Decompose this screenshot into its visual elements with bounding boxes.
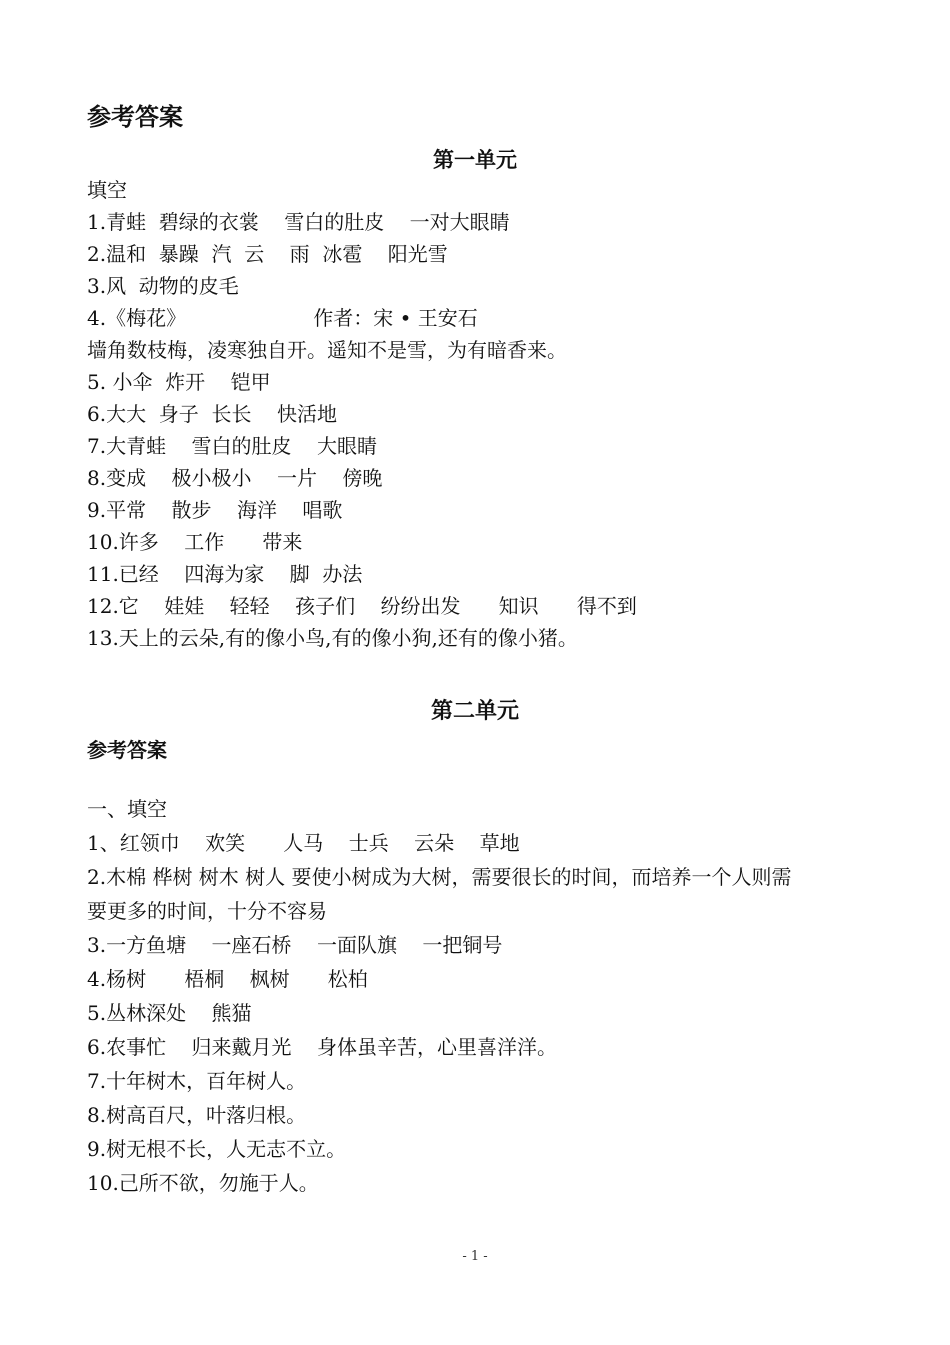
- unit1-line-1: 1.青蛙 碧绿的衣裳 雪白的肚皮 一对大眼睛: [87, 210, 510, 234]
- unit2-line-2: 2.木棉 桦树 树木 树人 要使小树成为大树，需要很长的时间，而培养一个人则需要更多的时间，十分不容易: [87, 865, 792, 923]
- unit2-line-heading: 一、填空: [87, 797, 167, 821]
- page-number: - 1 -: [462, 1249, 488, 1264]
- unit1-line-10: 10.许多 工作 带来: [87, 530, 303, 554]
- unit2-title: 第二单元: [430, 698, 519, 724]
- document-title: 参考答案: [87, 102, 183, 131]
- unit1-line-4: 4.《梅花》 作者：宋 • 王安石: [87, 306, 478, 330]
- unit1-answers: [87, 174, 827, 654]
- unit2-answers: [87, 792, 827, 1200]
- unit1-line-2: 2.温和 暴躁 汽 云 雨 冰雹 阳光雪: [87, 242, 448, 266]
- unit2-line-1: 1、红领巾 欢笑 人马 士兵 云朵 草地: [87, 831, 520, 855]
- unit1-line-heading: 填空: [87, 178, 127, 202]
- unit1-line-3: 3.风 动物的皮毛: [87, 274, 239, 298]
- unit2-line-8: 8.树高百尺，叶落归根。: [87, 1103, 307, 1127]
- unit1-line-5: 5. 小伞 炸开 铠甲: [87, 370, 271, 394]
- unit2-line-4: 4.杨树 梧桐 枫树 松柏: [87, 967, 368, 991]
- unit2-subtitle: 参考答案: [87, 738, 167, 762]
- unit1-line-11: 11.已经 四海为家 脚 办法: [87, 562, 363, 586]
- unit2-line-7: 7.十年树木，百年树人。: [87, 1069, 307, 1093]
- unit1-line-7: 7.大青蛙 雪白的肚皮 大眼睛: [87, 434, 377, 458]
- unit1-line-9: 9.平常 散步 海洋 唱歌: [87, 498, 343, 522]
- unit1-line-12: 12.它 娃娃 轻轻 孩子们 纷纷出发 知识 得不到: [87, 594, 637, 618]
- unit2-line-3: 3.一方鱼塘 一座石桥 一面队旗 一把铜号: [87, 933, 503, 957]
- unit1-line-6: 6.大大 身子 长长 快活地: [87, 402, 337, 426]
- unit2-line-9: 9.树无根不长，人无志不立。: [87, 1137, 347, 1161]
- unit2-line-5: 5.丛林深处 熊猫: [87, 1001, 252, 1025]
- unit1-line-8: 8.变成 极小极小 一片 傍晚: [87, 466, 383, 490]
- unit1-title: 第一单元: [433, 147, 517, 172]
- unit2-line-10: 10.己所不欲，勿施于人。: [87, 1171, 319, 1195]
- unit1-line-13: 13.天上的云朵,有的像小鸟,有的像小狗,还有的像小猪。: [87, 626, 578, 650]
- unit2-line-6: 6.农事忙 归来戴月光 身体虽辛苦，心里喜洋洋。: [87, 1035, 557, 1059]
- unit1-line-poem: 墙角数枝梅，凌寒独自开。遥知不是雪，为有暗香来。: [87, 338, 567, 362]
